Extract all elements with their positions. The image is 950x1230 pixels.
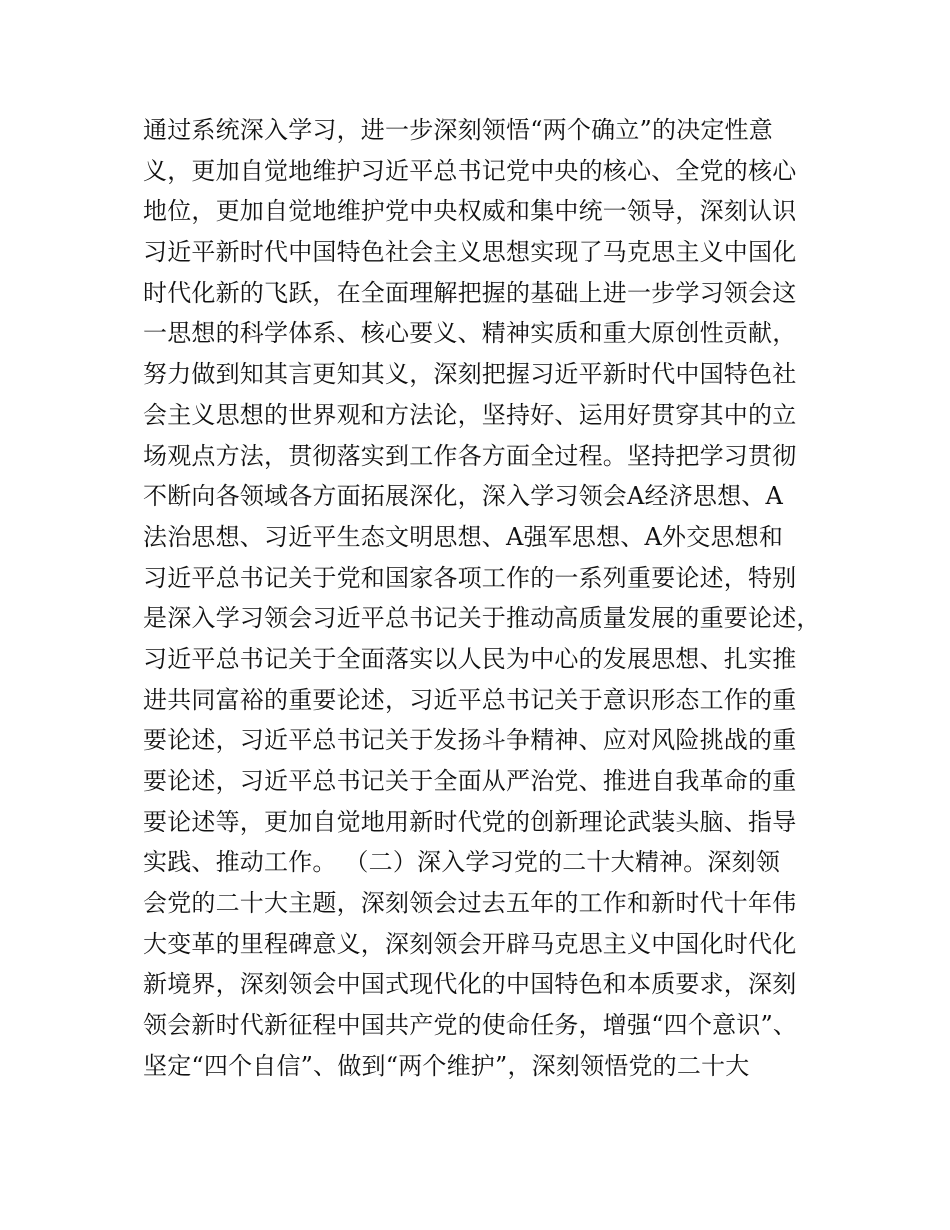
text-line: 时代化新的飞跃，在全面理解把握的基础上进一步学习领会这 [143,278,797,307]
text-line: 要论述，习近平总书记关于全面从严治党、推进自我革命的重 [143,767,797,795]
text-line: 法治思想、习近平生态文明思想、A强军思想、A外交思想和 [143,522,784,551]
text-line: 一思想的科学体系、核心要义、精神实质和重大原创性贡献， [143,319,797,348]
text-line: 地位，更加自觉地维护党中央权威和集中统一领导，深刻认识 [143,197,797,226]
text-line: 习近平新时代中国特色社会主义思想实现了马克思主义中国化 [143,238,797,267]
text-line: 坚定“四个自信”、做到“两个维护”，深刻领悟党的二十大 [143,1051,750,1080]
text-line: 不断向各领域各方面拓展深化，深入学习领会A经济思想、A [143,482,784,511]
text-line: 实践、推动工作。 （二）深入学习党的二十大精神。深刻领 [143,848,781,877]
text-line: 习近平总书记关于全面落实以人民为中心的发展思想、扎实推 [143,644,797,673]
text-line: 是深入学习领会习近平总书记关于推动高质量发展的重要论述， [143,604,821,633]
text-line: 通过系统深入学习，进一步深刻领悟“两个确立”的决定性意 [143,116,773,144]
text-line: 会主义思想的世界观和方法论，坚持好、运用好贯穿其中的立 [143,400,797,429]
text-line: 要论述，习近平总书记关于发扬斗争精神、应对风险挑战的重 [143,726,797,755]
text-line: 场观点方法，贯彻落实到工作各方面全过程。坚持把学习贯彻 [143,441,797,470]
text-line: 会党的二十大主题，深刻领会过去五年的工作和新时代十年伟 [143,889,797,918]
text-line: 努力做到知其言更知其义，深刻把握习近平新时代中国特色社 [143,360,797,389]
text-line: 习近平总书记关于党和国家各项工作的一系列重要论述，特别 [143,563,797,592]
text-line: 领会新时代新征程中国共产党的使命任务，增强“四个意识”、 [143,1011,798,1040]
text-line: 进共同富裕的重要论述，习近平总书记关于意识形态工作的重 [143,685,797,714]
text-line: 大变革的里程碑意义，深刻领会开辟马克思主义中国化时代化 [143,929,797,958]
text-line: 新境界，深刻领会中国式现代化的中国特色和本质要求，深刻 [143,970,797,999]
text-line: 义，更加自觉地维护习近平总书记党中央的核心、全党的核心 [143,156,797,185]
text-line: 要论述等，更加自觉地用新时代党的创新理论武装头脑、指导 [143,807,797,836]
body-text [143,110,833,1087]
